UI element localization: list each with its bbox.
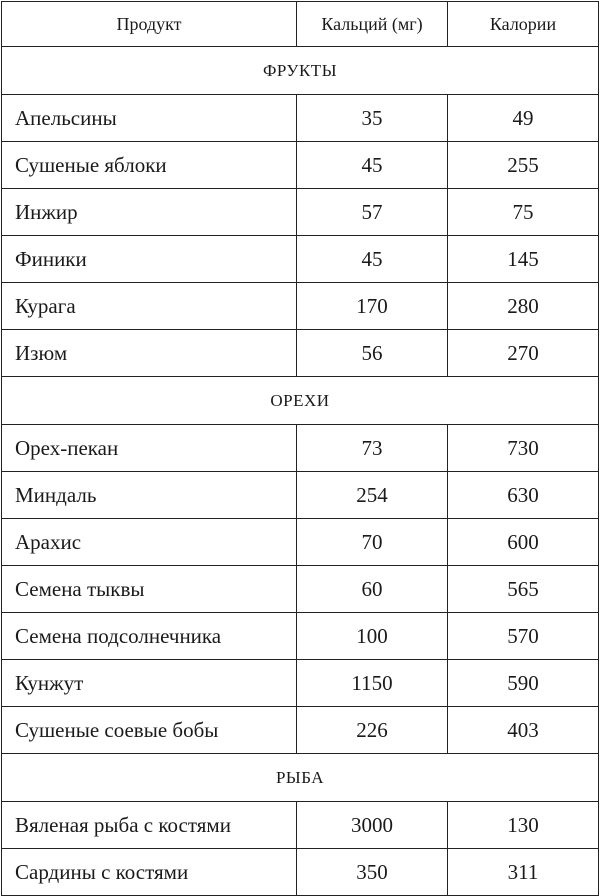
section-title: ОРЕХИ	[2, 377, 599, 425]
calories-value: 730	[448, 425, 599, 472]
product-name: Сушеные соевые бобы	[2, 707, 297, 754]
product-name: Миндаль	[2, 472, 297, 519]
section-title: РЫБА	[2, 754, 599, 802]
table-row	[2, 236, 599, 283]
calcium-value: 1150	[297, 660, 448, 707]
calcium-value: 3000	[297, 802, 448, 849]
product-name: Кунжут	[2, 660, 297, 707]
calcium-value: 226	[297, 707, 448, 754]
table-row	[2, 849, 599, 896]
calcium-value: 350	[297, 849, 448, 896]
table-row	[2, 707, 599, 754]
calories-value: 570	[448, 613, 599, 660]
product-name: Вяленая рыба с костями	[2, 802, 297, 849]
calcium-value: 254	[297, 472, 448, 519]
calcium-value: 170	[297, 283, 448, 330]
product-name: Курага	[2, 283, 297, 330]
calcium-value: 60	[297, 566, 448, 613]
table-row	[2, 425, 599, 472]
product-name: Сушеные яблоки	[2, 142, 297, 189]
calories-value: 590	[448, 660, 599, 707]
calcium-content-table	[1, 1, 599, 896]
table-row	[2, 566, 599, 613]
product-name: Апельсины	[2, 95, 297, 142]
column-header-calories: Калории	[448, 2, 599, 47]
table-row	[2, 283, 599, 330]
calories-value: 565	[448, 566, 599, 613]
calcium-value: 73	[297, 425, 448, 472]
calories-value: 75	[448, 189, 599, 236]
calcium-value: 57	[297, 189, 448, 236]
calcium-value: 45	[297, 142, 448, 189]
table-row	[2, 519, 599, 566]
table-row	[2, 472, 599, 519]
section-title: ФРУКТЫ	[2, 47, 599, 95]
table-row	[2, 189, 599, 236]
calcium-value: 70	[297, 519, 448, 566]
calories-value: 255	[448, 142, 599, 189]
calories-value: 130	[448, 802, 599, 849]
table-row	[2, 330, 599, 377]
product-name: Инжир	[2, 189, 297, 236]
product-name: Орех-пекан	[2, 425, 297, 472]
table-row	[2, 660, 599, 707]
product-name: Арахис	[2, 519, 297, 566]
calcium-value: 56	[297, 330, 448, 377]
calories-value: 280	[448, 283, 599, 330]
column-header-calcium: Кальций (мг)	[297, 2, 448, 47]
product-name: Сардины с костями	[2, 849, 297, 896]
header-row	[2, 2, 599, 47]
section-row-fruits	[2, 47, 599, 95]
calories-value: 600	[448, 519, 599, 566]
table-row	[2, 613, 599, 660]
product-name: Семена подсолнечника	[2, 613, 297, 660]
section-row-fish	[2, 754, 599, 802]
product-name: Финики	[2, 236, 297, 283]
column-header-product: Продукт	[2, 2, 297, 47]
product-name: Изюм	[2, 330, 297, 377]
calories-value: 403	[448, 707, 599, 754]
product-name: Семена тыквы	[2, 566, 297, 613]
section-row-nuts	[2, 377, 599, 425]
calories-value: 311	[448, 849, 599, 896]
calcium-value: 45	[297, 236, 448, 283]
calories-value: 49	[448, 95, 599, 142]
table-row	[2, 142, 599, 189]
table-row	[2, 95, 599, 142]
calcium-value: 100	[297, 613, 448, 660]
calories-value: 270	[448, 330, 599, 377]
calcium-value: 35	[297, 95, 448, 142]
table-row	[2, 802, 599, 849]
calories-value: 145	[448, 236, 599, 283]
calories-value: 630	[448, 472, 599, 519]
